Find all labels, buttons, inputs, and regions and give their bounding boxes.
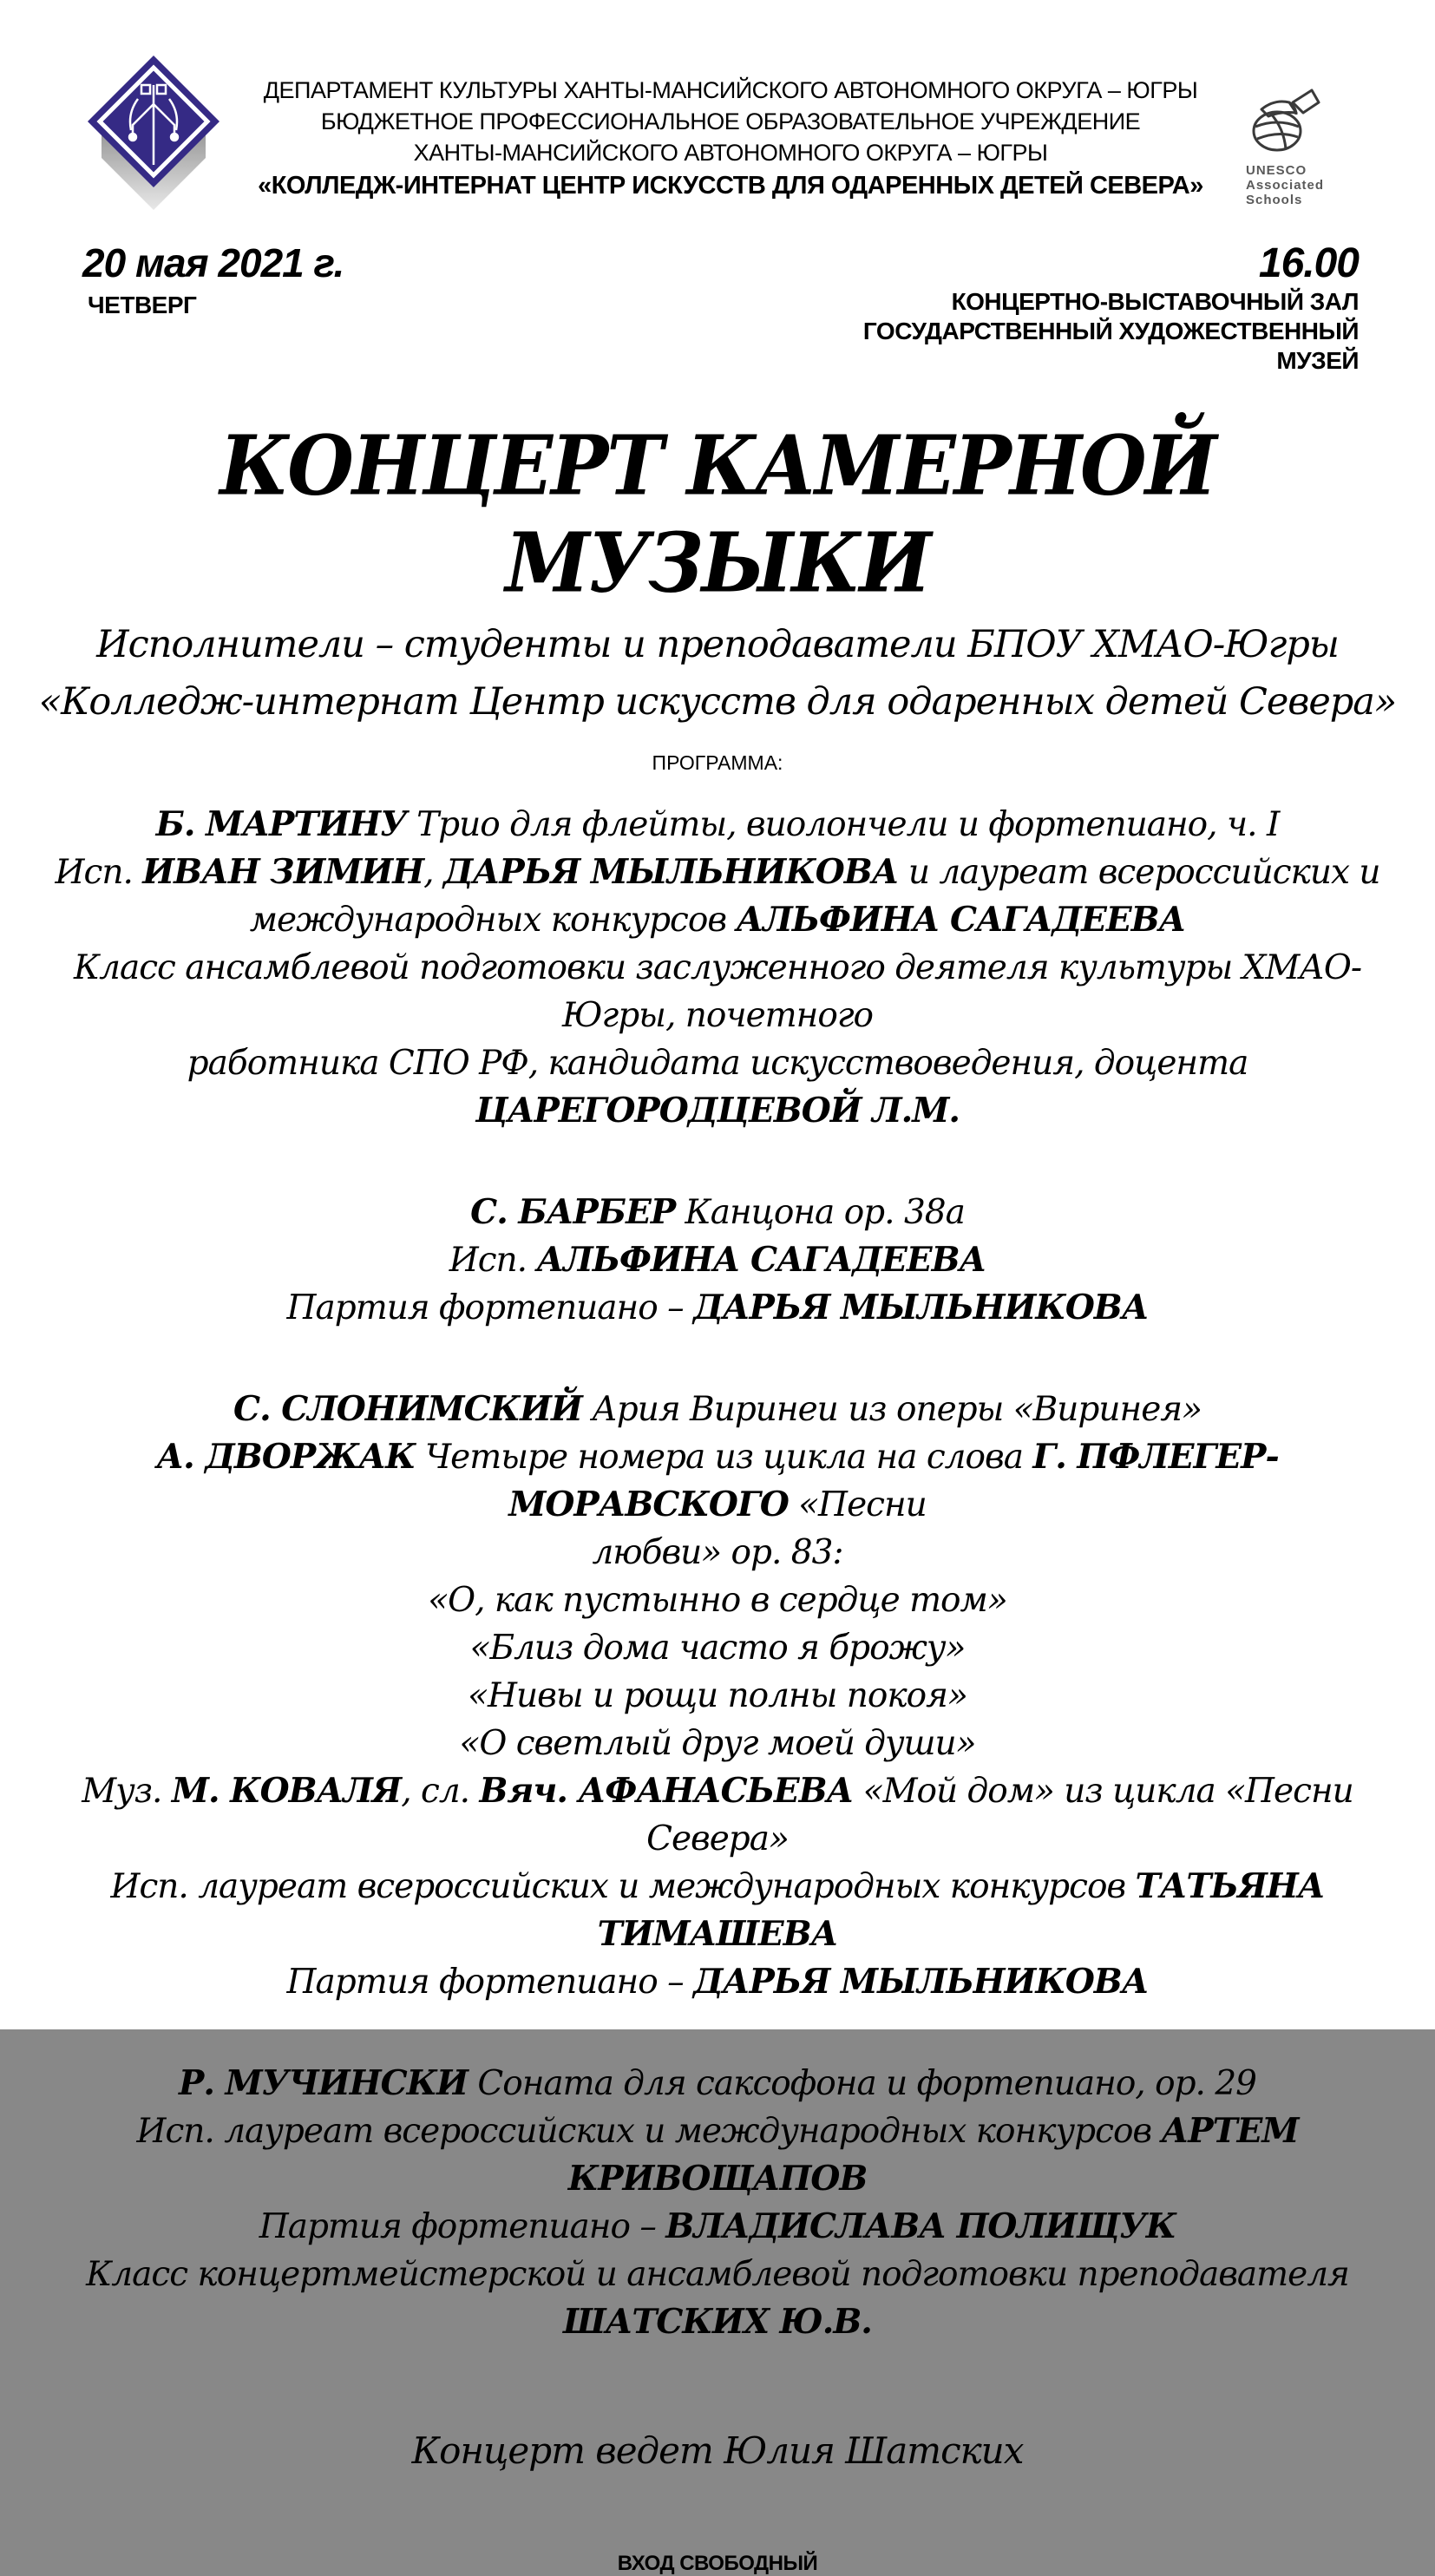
program-text: Класс концертмейстерской и ансамблевой подготовки преподавателя: [86, 2255, 1349, 2294]
program-block: [35, 1189, 1400, 1332]
event-date: 20 мая 2021 г.: [82, 240, 344, 285]
program-name-bold: М. КОВАЛЯ: [171, 1771, 402, 1811]
program-text: «О, как пустынно в сердце том»: [428, 1581, 1007, 1620]
program-text: «Близ дома часто я брожу»: [469, 1629, 966, 1668]
program-line: [35, 2251, 1400, 2346]
unesco-label-1: UNESCO: [1246, 163, 1307, 178]
program-name-bold: АЛЬФИНА САГАДЕЕВА: [736, 900, 1186, 940]
program-line: [35, 1189, 1400, 1236]
event-info-row: [0, 215, 1435, 376]
program-name-bold: ДАРЬЯ МЫЛЬНИКОВА: [693, 1288, 1149, 1327]
program-name-bold: С. СЛОНИМСКИЙ: [233, 1389, 582, 1429]
event-weekday: ЧЕТВЕРГ: [88, 292, 197, 318]
program-text: Исп. лауреат всероссийских и международных конкурсов: [136, 2112, 1162, 2151]
program-name-bold: ИВАН ЗИМИН: [142, 852, 424, 892]
program-line: [35, 801, 1400, 849]
program-line: [35, 1433, 1400, 1529]
program-name-bold: С. БАРБЕР: [470, 1192, 676, 1232]
program-line: [35, 1039, 1400, 1135]
program-list: [0, 801, 1435, 2346]
unesco-label-2: Associated: [1246, 178, 1325, 193]
org-line-2: БЮДЖЕТНОЕ ПРОФЕССИОНАЛЬНОЕ ОБРАЗОВАТЕЛЬНОЕ УЧРЕЖДЕНИЕ: [320, 108, 1141, 134]
program-text: «О светлый друг моей души»: [459, 1724, 976, 1763]
program-text: Исп.: [449, 1241, 537, 1280]
page-title: КОНЦЕРТ КАМЕРНОЙ МУЗЫКИ: [220, 416, 1215, 612]
subtitle-performers: Исполнители – студенты и преподаватели БПОУ ХМАО-Югры: [96, 623, 1339, 666]
program-text: Трио для флейты, виолончели и фортепиано, ч. I: [406, 805, 1280, 844]
program-text: «Нивы и рощи полны покоя»: [468, 1676, 967, 1715]
concert-host-line: Концерт ведет Юлия Шатских: [411, 2429, 1024, 2472]
program-name-bold: Вяч. АФАНАСЬЕВА: [479, 1771, 854, 1811]
program-name-bold: Г. ПФЛЕГЕР-МОРАВСКОГО: [508, 1437, 1279, 1524]
program-name-bold: АРТЕМ КРИВОЩАПОВ: [567, 2111, 1299, 2199]
program-text: Канцона ор. 38а: [675, 1193, 965, 1232]
program-text: Исп. лауреат всероссийских и международных конкурсов: [110, 1867, 1136, 1906]
program-text: «Песни: [788, 1485, 927, 1524]
program-text: работника СПО РФ, кандидата искусствоведения, доцента: [187, 1044, 1248, 1083]
program-name-bold: ДАРЬЯ МЫЛЬНИКОВА: [693, 1962, 1149, 2002]
program-text: Ария Виринеи из оперы «Виринея»: [581, 1390, 1202, 1429]
program-text: Исп.: [55, 853, 143, 892]
program-text: Партия фортепиано –: [286, 1288, 694, 1327]
program-line: [35, 2060, 1400, 2107]
program-line: [35, 1624, 1400, 1672]
program-text: Соната для саксофона и фортепиано, ор. 29: [468, 2064, 1256, 2103]
program-line: [35, 1236, 1400, 1284]
program-block: [35, 1386, 1400, 2006]
program-name-bold: ЦАРЕГОРОДЦЕВОЙ Л.М.: [475, 1091, 960, 1131]
program-text: международных конкурсов: [249, 901, 737, 940]
program-name-bold: АЛЬФИНА САГАДЕЕВА: [536, 1240, 986, 1280]
program-line: [35, 944, 1400, 1039]
program-text: и лауреат всероссийских и: [898, 853, 1380, 892]
program-line: [35, 1576, 1400, 1624]
program-line: [35, 1529, 1400, 1576]
program-name-bold: ВЛАДИСЛАВА ПОЛИЩУК: [665, 2206, 1176, 2246]
venue-line-3: МУЗЕЙ: [1276, 347, 1359, 374]
program-text: Четыре номера из цикла на слова: [415, 1438, 1033, 1477]
college-logo-icon: [82, 50, 226, 215]
title-section: [0, 416, 1435, 612]
program-line: [35, 2203, 1400, 2251]
program-line: [35, 849, 1400, 896]
program-text: Партия фортепиано –: [259, 2207, 666, 2246]
college-diamond-logo-svg: [82, 50, 226, 211]
program-line: [35, 1863, 1400, 1958]
program-line: [35, 1767, 1400, 1863]
program-text: Муз.: [82, 1772, 172, 1811]
program-line: [35, 896, 1400, 944]
unesco-globe-icon: [1235, 76, 1340, 159]
program-text: Класс ансамблевой подготовки заслуженного деятеля культуры ХМАО-Югры, почетного: [73, 948, 1362, 1035]
program-line: [35, 1386, 1400, 1433]
program-text: любви» ор. 83:: [592, 1533, 843, 1572]
subtitle-section: [0, 616, 1435, 731]
unesco-label-3: Schools: [1246, 193, 1303, 207]
program-line: [35, 1958, 1400, 2006]
header: [0, 0, 1435, 215]
organization-header: [226, 50, 1235, 203]
program-text: , сл.: [401, 1772, 480, 1811]
program-line: [35, 1284, 1400, 1332]
program-name-bold: ШАТСКИХ Ю.В.: [563, 2302, 872, 2342]
venue-block: [863, 239, 1359, 376]
venue-line-1: КОНЦЕРТНО-ВЫСТАВОЧНЫЙ ЗАЛ: [951, 288, 1359, 315]
venue-line-2: ГОСУДАРСТВЕННЫЙ ХУДОЖЕСТВЕННЫЙ: [862, 318, 1359, 344]
org-line-1: ДЕПАРТАМЕНТ КУЛЬТУРЫ ХАНТЫ-МАНСИЙСКОГО АВТОНОМНОГО ОКРУГА – ЮГРЫ: [263, 77, 1198, 103]
org-line-college-name: «КОЛЛЕДЖ-ИНТЕРНАТ ЦЕНТР ИСКУССТВ ДЛЯ ОДАРЕННЫХ ДЕТЕЙ СЕВЕРА»: [258, 172, 1203, 200]
program-text: «Мой дом» из цикла «Песни Севера»: [646, 1772, 1353, 1858]
program-block: [35, 2060, 1400, 2346]
program-name-bold: Р. МУЧИНСКИ: [179, 2063, 468, 2103]
program-text: ,: [423, 853, 443, 892]
program-name-bold: ДАРЬЯ МЫЛЬНИКОВА: [442, 852, 899, 892]
program-label: ПРОГРАММА:: [652, 751, 783, 774]
org-line-3: ХАНТЫ-МАНСИЙСКОГО АВТОНОМНОГО ОКРУГА – ЮГРЫ: [413, 140, 1048, 166]
program-name-bold: Б. МАРТИНУ: [155, 804, 407, 844]
program-text: Партия фортепиано –: [286, 1963, 694, 2002]
unesco-logo: [1235, 50, 1374, 207]
date-block: [82, 239, 344, 319]
program-name-bold: А. ДВОРЖАК: [156, 1437, 416, 1477]
event-time: 16.00: [1258, 240, 1359, 286]
program-line: [35, 2107, 1400, 2203]
program-line: [35, 1672, 1400, 1720]
subtitle-college: «Колледж-интернат Центр искусств для одаренных детей Севера»: [38, 680, 1397, 724]
program-block: [35, 801, 1400, 1135]
admission-note: ВХОД СВОБОДНЫЙ: [617, 2552, 818, 2575]
program-name-bold: ТАТЬЯНА ТИМАШЕВА: [597, 1866, 1325, 1954]
program-line: [35, 1720, 1400, 1767]
